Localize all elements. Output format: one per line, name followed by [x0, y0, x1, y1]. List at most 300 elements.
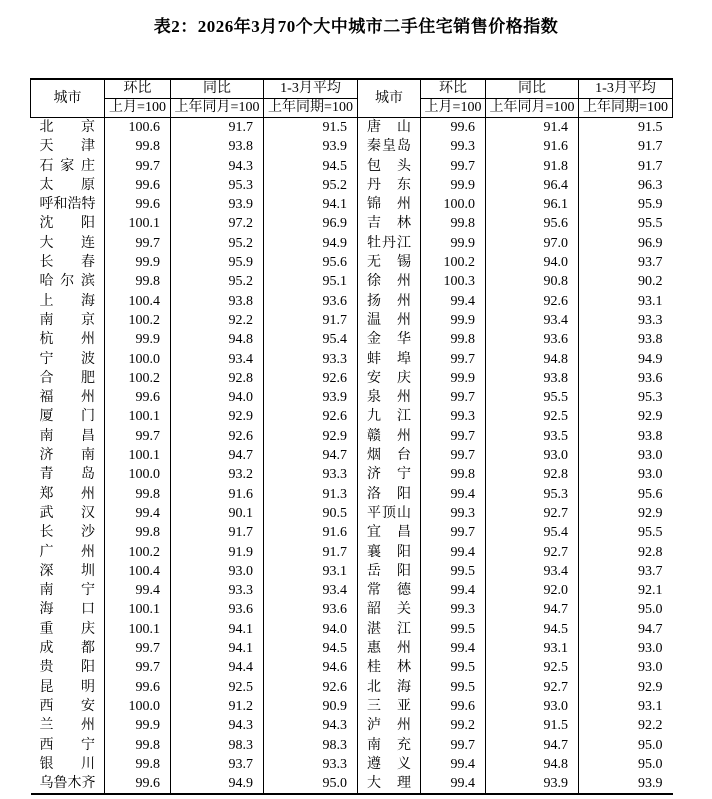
table-row — [31, 272, 673, 291]
header-city-left: 城市 — [31, 79, 105, 118]
mom-cell-left: 100.1 — [105, 407, 171, 426]
city-cell-right: 三亚 — [358, 697, 421, 716]
mom-cell-left: 99.7 — [105, 427, 171, 446]
city-cell-right: 桂林 — [358, 658, 421, 677]
city-cell-left: 北京 — [31, 118, 105, 138]
city-cell-right: 襄阳 — [358, 543, 421, 562]
avg-cell-right: 96.9 — [638, 235, 663, 251]
avg-cell-right: 91.7 — [638, 158, 663, 174]
mom-cell-right: 99.5 — [421, 678, 486, 697]
city-cell-left: 济南 — [31, 446, 105, 465]
yoy-cell-right: 91.4 — [486, 118, 579, 138]
mom-cell-right: 99.9 — [421, 234, 486, 253]
city-cell-right: 赣州 — [358, 427, 421, 446]
yoy-cell-right: 97.0 — [486, 234, 579, 253]
table-row — [31, 195, 673, 214]
city-cell-left: 成都 — [31, 639, 105, 658]
avg-cell-right: 95.0 — [638, 602, 663, 618]
header-mom-base-right: 上月=100 — [421, 99, 486, 118]
table-row — [31, 369, 673, 388]
city-cell-right: 扬州 — [358, 292, 421, 311]
avg-cell-left: 90.5 — [264, 504, 358, 523]
city-cell-left: 银川 — [31, 755, 105, 774]
avg-cell-left: 93.6 — [264, 292, 358, 311]
mom-cell-right: 99.9 — [421, 311, 486, 330]
avg-cell-left: 91.3 — [264, 485, 358, 504]
avg-cell-left: 92.6 — [264, 678, 358, 697]
yoy-cell-right: 94.0 — [486, 253, 579, 272]
yoy-cell-right: 93.6 — [486, 330, 579, 349]
city-cell-left: 合肥 — [31, 369, 105, 388]
mom-cell-left: 99.6 — [105, 176, 171, 195]
yoy-cell-right: 94.5 — [486, 620, 579, 639]
mom-cell-right: 99.4 — [421, 639, 486, 658]
avg-cell-left: 92.6 — [264, 369, 358, 388]
avg-cell-right: 92.9 — [638, 505, 663, 521]
yoy-cell-right: 93.1 — [486, 639, 579, 658]
city-cell-left: 广州 — [31, 543, 105, 562]
mom-cell-left: 100.0 — [105, 350, 171, 369]
table-row — [31, 157, 673, 176]
table-row — [31, 118, 673, 138]
yoy-cell-left: 94.9 — [171, 774, 264, 794]
mom-cell-left: 100.1 — [105, 620, 171, 639]
mom-cell-right: 99.5 — [421, 658, 486, 677]
yoy-cell-left: 94.4 — [171, 658, 264, 677]
yoy-cell-right: 91.8 — [486, 157, 579, 176]
table-row — [31, 311, 673, 330]
avg-cell-right: 95.0 — [638, 756, 663, 772]
yoy-cell-left: 93.2 — [171, 465, 264, 484]
yoy-cell-right: 93.8 — [486, 369, 579, 388]
table-row — [31, 562, 673, 581]
yoy-cell-left: 94.8 — [171, 330, 264, 349]
yoy-cell-right: 90.8 — [486, 272, 579, 291]
city-cell-right: 惠州 — [358, 639, 421, 658]
avg-cell-left: 93.3 — [264, 465, 358, 484]
avg-cell-right: 94.7 — [638, 621, 663, 637]
mom-cell-right: 99.7 — [421, 736, 486, 755]
avg-cell-left: 94.9 — [264, 234, 358, 253]
yoy-cell-right: 93.5 — [486, 427, 579, 446]
mom-cell-right: 99.7 — [421, 446, 486, 465]
yoy-cell-left: 94.0 — [171, 388, 264, 407]
city-cell-right: 包头 — [358, 157, 421, 176]
table-header — [31, 79, 673, 118]
avg-cell-left: 94.1 — [264, 195, 358, 214]
city-cell-right: 济宁 — [358, 465, 421, 484]
avg-cell-right: 93.1 — [638, 293, 663, 309]
table-row — [31, 465, 673, 484]
city-cell-left: 杭州 — [31, 330, 105, 349]
table-row — [31, 407, 673, 426]
mom-cell-right: 99.2 — [421, 716, 486, 735]
table-row — [31, 736, 673, 755]
table-row — [31, 697, 673, 716]
city-cell-left: 青岛 — [31, 465, 105, 484]
mom-cell-right: 99.8 — [421, 214, 486, 233]
yoy-cell-left: 90.1 — [171, 504, 264, 523]
avg-cell-left: 92.9 — [264, 427, 358, 446]
city-cell-right: 牡丹江 — [358, 234, 421, 253]
avg-cell-right: 93.9 — [638, 776, 663, 792]
table-row — [31, 176, 673, 195]
yoy-cell-left: 93.4 — [171, 350, 264, 369]
city-cell-left: 太原 — [31, 176, 105, 195]
yoy-cell-left: 95.9 — [171, 253, 264, 272]
city-cell-right: 九江 — [358, 407, 421, 426]
city-cell-left: 宁波 — [31, 350, 105, 369]
mom-cell-left: 100.2 — [105, 543, 171, 562]
avg-cell-right: 95.5 — [638, 525, 663, 541]
mom-cell-left: 100.4 — [105, 292, 171, 311]
yoy-cell-left: 92.9 — [171, 407, 264, 426]
mom-cell-right: 99.7 — [421, 350, 486, 369]
avg-cell-right: 92.8 — [638, 544, 663, 560]
avg-cell-right: 93.0 — [638, 467, 663, 483]
city-cell-right: 烟台 — [358, 446, 421, 465]
avg-cell-right: 93.3 — [638, 312, 663, 328]
mom-cell-right: 99.6 — [421, 118, 486, 138]
city-cell-right: 秦皇岛 — [358, 137, 421, 156]
yoy-cell-left: 94.3 — [171, 157, 264, 176]
yoy-cell-right: 92.6 — [486, 292, 579, 311]
table-row — [31, 234, 673, 253]
mom-cell-right: 99.3 — [421, 407, 486, 426]
mom-cell-right: 99.7 — [421, 388, 486, 407]
city-cell-right: 无锡 — [358, 253, 421, 272]
yoy-cell-left: 93.0 — [171, 562, 264, 581]
header-avg-left: 1-3月平均 — [264, 79, 358, 99]
avg-cell-right: 93.7 — [638, 255, 663, 271]
city-cell-left: 厦门 — [31, 407, 105, 426]
avg-cell-left: 93.3 — [264, 350, 358, 369]
city-cell-left: 南昌 — [31, 427, 105, 446]
city-cell-right: 泉州 — [358, 388, 421, 407]
header-yoy-right: 同比 — [486, 79, 579, 99]
mom-cell-left: 99.6 — [105, 388, 171, 407]
city-cell-left: 长春 — [31, 253, 105, 272]
mom-cell-right: 99.5 — [421, 620, 486, 639]
city-cell-left: 天津 — [31, 137, 105, 156]
mom-cell-right: 99.5 — [421, 562, 486, 581]
header-mom-base-left: 上月=100 — [105, 99, 171, 118]
city-cell-right: 泸州 — [358, 716, 421, 735]
mom-cell-left: 99.7 — [105, 157, 171, 176]
city-cell-right: 宜昌 — [358, 523, 421, 542]
mom-cell-right: 99.4 — [421, 581, 486, 600]
avg-cell-right: 93.0 — [638, 660, 663, 676]
mom-cell-left: 100.4 — [105, 562, 171, 581]
city-cell-right: 南充 — [358, 736, 421, 755]
yoy-cell-right: 93.0 — [486, 446, 579, 465]
table-row — [31, 446, 673, 465]
avg-cell-right: 92.9 — [638, 409, 663, 425]
mom-cell-right: 100.2 — [421, 253, 486, 272]
yoy-cell-right: 92.0 — [486, 581, 579, 600]
avg-cell-left: 91.6 — [264, 523, 358, 542]
mom-cell-left: 99.7 — [105, 658, 171, 677]
table-row — [31, 350, 673, 369]
avg-cell-right: 93.7 — [638, 563, 663, 579]
mom-cell-left: 99.8 — [105, 755, 171, 774]
yoy-cell-left: 92.2 — [171, 311, 264, 330]
mom-cell-right: 99.9 — [421, 369, 486, 388]
avg-cell-left: 95.2 — [264, 176, 358, 195]
mom-cell-left: 100.2 — [105, 369, 171, 388]
mom-cell-left: 99.4 — [105, 504, 171, 523]
mom-cell-right: 100.3 — [421, 272, 486, 291]
city-cell-left: 上海 — [31, 292, 105, 311]
table-row — [31, 504, 673, 523]
city-cell-right: 徐州 — [358, 272, 421, 291]
city-cell-left: 深圳 — [31, 562, 105, 581]
yoy-cell-left: 92.6 — [171, 427, 264, 446]
table-row — [31, 523, 673, 542]
mom-cell-left: 100.0 — [105, 465, 171, 484]
table-row — [31, 485, 673, 504]
yoy-cell-left: 94.1 — [171, 620, 264, 639]
avg-cell-left: 90.9 — [264, 697, 358, 716]
avg-cell-right: 92.2 — [638, 718, 663, 734]
table-body — [31, 118, 673, 795]
yoy-cell-left: 91.9 — [171, 543, 264, 562]
table-row — [31, 658, 673, 677]
table-row — [31, 774, 673, 794]
avg-cell-right: 92.1 — [638, 583, 663, 599]
yoy-cell-right: 96.4 — [486, 176, 579, 195]
avg-cell-right: 93.1 — [638, 698, 663, 714]
city-cell-right: 丹东 — [358, 176, 421, 195]
avg-cell-left: 95.1 — [264, 272, 358, 291]
avg-cell-right: 93.8 — [638, 428, 663, 444]
mom-cell-left: 100.1 — [105, 214, 171, 233]
avg-cell-left: 95.6 — [264, 253, 358, 272]
avg-cell-right: 94.9 — [638, 351, 663, 367]
table-row — [31, 600, 673, 619]
table-row — [31, 678, 673, 697]
mom-cell-left: 100.2 — [105, 311, 171, 330]
yoy-cell-right: 91.6 — [486, 137, 579, 156]
avg-cell-left: 91.7 — [264, 543, 358, 562]
yoy-cell-left: 93.9 — [171, 195, 264, 214]
city-cell-right: 金华 — [358, 330, 421, 349]
mom-cell-left: 99.9 — [105, 330, 171, 349]
avg-cell-right: 95.9 — [638, 197, 663, 213]
header-row-base — [31, 99, 673, 118]
city-cell-right: 大理 — [358, 774, 421, 794]
city-cell-left: 武汉 — [31, 504, 105, 523]
mom-cell-left: 99.9 — [105, 253, 171, 272]
mom-cell-right: 99.7 — [421, 427, 486, 446]
yoy-cell-left: 94.7 — [171, 446, 264, 465]
city-cell-right: 吉林 — [358, 214, 421, 233]
city-cell-left: 昆明 — [31, 678, 105, 697]
mom-cell-right: 99.8 — [421, 465, 486, 484]
yoy-cell-left: 95.2 — [171, 272, 264, 291]
table-row — [31, 137, 673, 156]
mom-cell-right: 99.4 — [421, 485, 486, 504]
yoy-cell-right: 92.5 — [486, 407, 579, 426]
avg-cell-right: 92.9 — [638, 679, 663, 695]
city-cell-left: 重庆 — [31, 620, 105, 639]
avg-cell-left: 91.7 — [264, 311, 358, 330]
mom-cell-left: 99.8 — [105, 736, 171, 755]
yoy-cell-right: 92.5 — [486, 658, 579, 677]
header-avg-right: 1-3月平均 — [579, 79, 673, 99]
avg-cell-left: 94.5 — [264, 157, 358, 176]
mom-cell-left: 100.1 — [105, 600, 171, 619]
yoy-cell-left: 95.3 — [171, 176, 264, 195]
avg-cell-left: 94.7 — [264, 446, 358, 465]
yoy-cell-right: 95.4 — [486, 523, 579, 542]
table-row — [31, 639, 673, 658]
yoy-cell-left: 98.3 — [171, 736, 264, 755]
avg-cell-left: 94.6 — [264, 658, 358, 677]
yoy-cell-left: 93.3 — [171, 581, 264, 600]
avg-cell-left: 94.0 — [264, 620, 358, 639]
yoy-cell-left: 91.6 — [171, 485, 264, 504]
avg-cell-right: 95.0 — [638, 737, 663, 753]
city-cell-right: 温州 — [358, 311, 421, 330]
yoy-cell-left: 94.3 — [171, 716, 264, 735]
mom-cell-right: 99.7 — [421, 523, 486, 542]
avg-cell-right: 96.3 — [638, 177, 663, 193]
city-cell-right: 洛阳 — [358, 485, 421, 504]
avg-cell-left: 93.9 — [264, 388, 358, 407]
yoy-cell-left: 97.2 — [171, 214, 264, 233]
yoy-cell-left: 93.6 — [171, 600, 264, 619]
mom-cell-right: 99.3 — [421, 600, 486, 619]
mom-cell-left: 99.8 — [105, 272, 171, 291]
avg-cell-right: 93.6 — [638, 370, 663, 386]
table-row — [31, 292, 673, 311]
avg-cell-left: 95.0 — [264, 774, 358, 794]
mom-cell-right: 99.4 — [421, 543, 486, 562]
yoy-cell-right: 95.5 — [486, 388, 579, 407]
yoy-cell-left: 92.8 — [171, 369, 264, 388]
city-cell-right: 蚌埠 — [358, 350, 421, 369]
table-row — [31, 330, 673, 349]
mom-cell-right: 99.4 — [421, 755, 486, 774]
table-row — [31, 253, 673, 272]
avg-cell-left: 94.3 — [264, 716, 358, 735]
city-cell-right: 岳阳 — [358, 562, 421, 581]
avg-cell-left: 95.4 — [264, 330, 358, 349]
avg-cell-left: 98.3 — [264, 736, 358, 755]
mom-cell-right: 99.3 — [421, 504, 486, 523]
mom-cell-left: 100.1 — [105, 446, 171, 465]
avg-cell-left: 93.6 — [264, 600, 358, 619]
mom-cell-left: 99.6 — [105, 195, 171, 214]
mom-cell-right: 99.8 — [421, 330, 486, 349]
city-cell-right: 遵义 — [358, 755, 421, 774]
avg-cell-left: 93.1 — [264, 562, 358, 581]
city-cell-right: 唐山 — [358, 118, 421, 138]
table-row — [31, 716, 673, 735]
mom-cell-right: 100.0 — [421, 195, 486, 214]
mom-cell-left: 99.8 — [105, 485, 171, 504]
city-cell-left: 乌鲁木齐 — [31, 774, 105, 794]
city-cell-right: 韶关 — [358, 600, 421, 619]
mom-cell-left: 99.7 — [105, 234, 171, 253]
header-yoy-left: 同比 — [171, 79, 264, 99]
yoy-cell-right: 94.7 — [486, 600, 579, 619]
yoy-cell-right: 94.7 — [486, 736, 579, 755]
price-index-table — [30, 78, 673, 795]
yoy-cell-right: 94.8 — [486, 350, 579, 369]
header-row-main — [31, 79, 673, 99]
table-row — [31, 427, 673, 446]
city-cell-left: 福州 — [31, 388, 105, 407]
city-cell-left: 海口 — [31, 600, 105, 619]
city-cell-right: 北海 — [358, 678, 421, 697]
mom-cell-right: 99.6 — [421, 697, 486, 716]
avg-cell-right: 91.5 — [638, 120, 663, 135]
city-cell-left: 西安 — [31, 697, 105, 716]
mom-cell-left: 99.6 — [105, 774, 171, 794]
mom-cell-left: 99.8 — [105, 523, 171, 542]
mom-cell-left: 99.6 — [105, 678, 171, 697]
mom-cell-left: 99.9 — [105, 716, 171, 735]
table-row — [31, 388, 673, 407]
yoy-cell-right: 93.0 — [486, 697, 579, 716]
yoy-cell-left: 94.1 — [171, 639, 264, 658]
yoy-cell-right: 95.3 — [486, 485, 579, 504]
yoy-cell-right: 93.9 — [486, 774, 579, 794]
table-row — [31, 755, 673, 774]
city-cell-left: 长沙 — [31, 523, 105, 542]
yoy-cell-left: 93.8 — [171, 137, 264, 156]
header-mom-left: 环比 — [105, 79, 171, 99]
yoy-cell-right: 95.6 — [486, 214, 579, 233]
yoy-cell-right: 92.7 — [486, 678, 579, 697]
page-title: 表2：2026年3月70个大中城市二手住宅销售价格指数 — [153, 17, 559, 36]
yoy-cell-right: 92.7 — [486, 504, 579, 523]
header-yoy-base-left: 上年同月=100 — [171, 99, 264, 118]
city-cell-left: 大连 — [31, 234, 105, 253]
city-cell-left: 南京 — [31, 311, 105, 330]
city-cell-left: 南宁 — [31, 581, 105, 600]
yoy-cell-right: 92.7 — [486, 543, 579, 562]
mom-cell-right: 99.3 — [421, 137, 486, 156]
mom-cell-right: 99.7 — [421, 157, 486, 176]
header-city-right: 城市 — [358, 79, 421, 118]
yoy-cell-right: 96.1 — [486, 195, 579, 214]
avg-cell-right: 91.7 — [638, 139, 663, 155]
yoy-cell-right: 91.5 — [486, 716, 579, 735]
header-yoy-base-right: 上年同月=100 — [486, 99, 579, 118]
city-cell-right: 锦州 — [358, 195, 421, 214]
mom-cell-left: 100.6 — [105, 118, 171, 138]
yoy-cell-left: 93.8 — [171, 292, 264, 311]
mom-cell-left: 99.8 — [105, 137, 171, 156]
avg-cell-left: 96.9 — [264, 214, 358, 233]
mom-cell-right: 99.4 — [421, 292, 486, 311]
avg-cell-right: 93.0 — [638, 448, 663, 464]
mom-cell-right: 99.9 — [421, 176, 486, 195]
avg-cell-left: 92.6 — [264, 407, 358, 426]
avg-cell-right: 90.2 — [638, 274, 663, 290]
table-row — [31, 620, 673, 639]
yoy-cell-right: 93.4 — [486, 562, 579, 581]
city-cell-left: 沈阳 — [31, 214, 105, 233]
yoy-cell-right: 94.8 — [486, 755, 579, 774]
avg-cell-right: 93.0 — [638, 641, 663, 657]
yoy-cell-right: 93.4 — [486, 311, 579, 330]
city-cell-right: 平顶山 — [358, 504, 421, 523]
mom-cell-left: 99.4 — [105, 581, 171, 600]
